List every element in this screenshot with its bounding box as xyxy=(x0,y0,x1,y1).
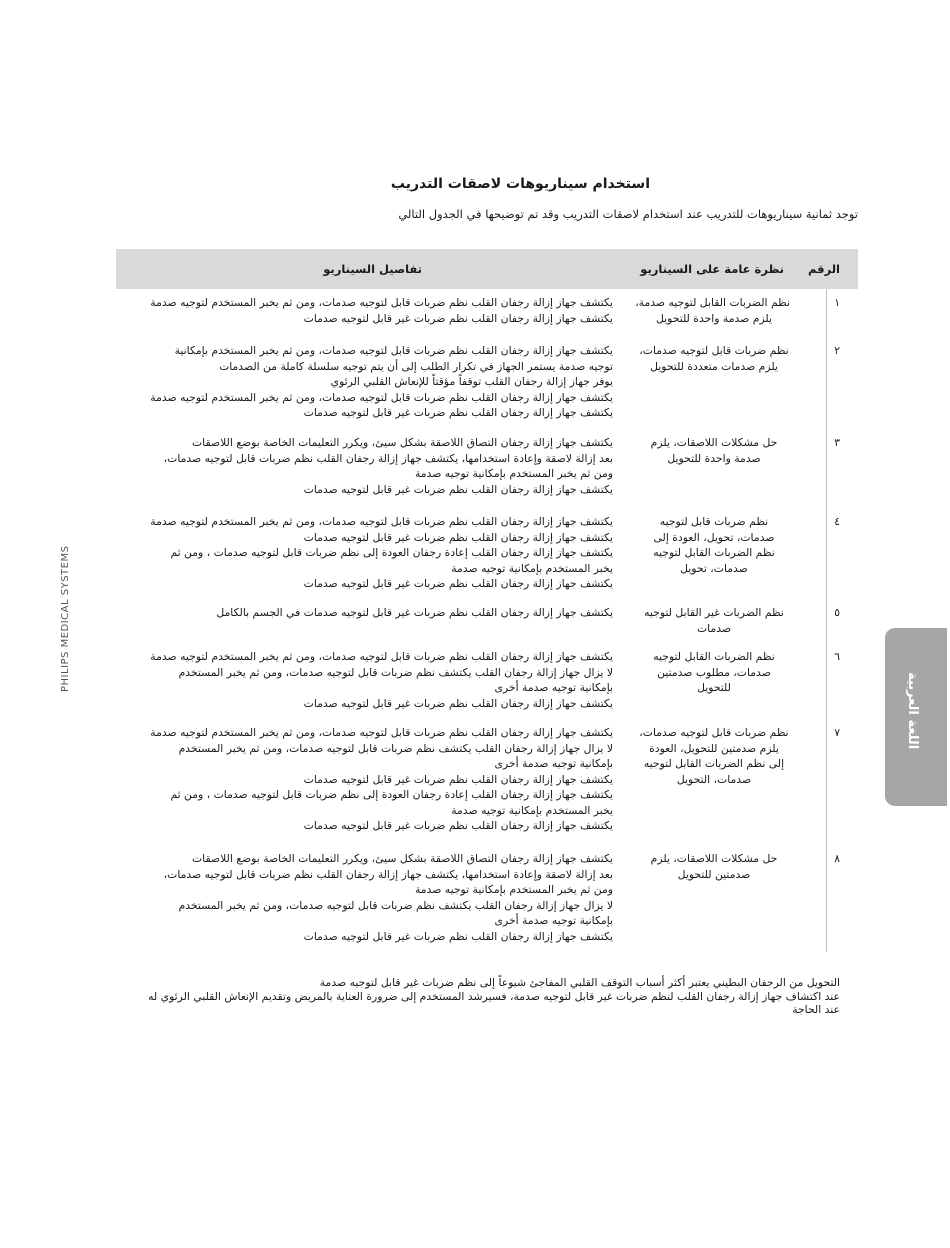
detail-line: يكتشف جهاز إزالة رجفان التصاق اللاصقة بشكل سيئ، ويكرر التعليمات الخاصة بوضع اللاصقات xyxy=(192,852,613,865)
row-number: ٤ xyxy=(834,515,840,528)
overview-line: صدمتين للتحويل xyxy=(677,867,751,881)
row-number: ٣ xyxy=(834,436,840,449)
detail-line: بإمكانية توجيه صدمة أخرى xyxy=(494,914,613,927)
row-overview xyxy=(638,649,790,696)
overview-line: حل مشكلات اللاصقات، يلزم xyxy=(650,436,778,449)
detail-line: يكتشف جهاز إزالة رجفان القلب نظم ضربات غير قابل لتوجيه صدمات xyxy=(303,929,613,943)
row-details xyxy=(113,605,613,621)
detail-line: يكتشف جهاز إزالة رجفان القلب نظم ضربات قابل لتوجيه صدمات، ومن ثم يخبر المستخدم لتوجيه صدمة xyxy=(150,726,613,739)
detail-line: يكتشف جهاز إزالة رجفان القلب نظم ضربات قابل لتوجيه صدمات، ومن ثم يخبر المستخدم لتوجيه صدمة xyxy=(150,296,613,309)
footnotes xyxy=(120,976,840,1017)
row-details xyxy=(113,851,613,944)
row-overview xyxy=(635,295,790,326)
detail-line: يكتشف جهاز إزالة رجفان القلب نظم ضربات غير قابل لتوجيه صدمات xyxy=(303,406,613,419)
row-overview xyxy=(638,514,790,576)
detail-line: بعد إزالة لاصقة وإعادة استخدامها، يكتشف جهاز إزالة رجفان القلب نظم ضربات قابل لتوجيه صدمات، xyxy=(163,867,613,881)
overview-line: نظم ضربات قابل لتوجيه صدمات، xyxy=(639,726,789,739)
header-number: الرقم xyxy=(808,262,840,276)
detail-line: يكتشف جهاز إزالة رجفان القلب إعادة رجفان العودة إلى نظم ضربات قابل لتوجيه صدمات ، ومن ثم xyxy=(170,546,613,559)
row-number: ٦ xyxy=(834,650,840,663)
row-number: ٥ xyxy=(834,606,840,619)
table-header xyxy=(116,249,858,289)
overview-line: نظم ضربات قابل لتوجيه صدمات، xyxy=(639,344,789,357)
row-overview xyxy=(638,435,790,466)
detail-line: يخبر المستخدم بإمكانية توجيه صدمة xyxy=(451,803,613,817)
row-details xyxy=(113,514,613,592)
overview-line: نظم الضربات القابل لتوجيه صدمة، xyxy=(635,296,790,309)
detail-line: يكتشف جهاز إزالة رجفان القلب نظم ضربات غير قابل لتوجيه صدمات في الجسم بالكامل xyxy=(216,606,613,619)
detail-line: لا يزال جهاز إزالة رجفان القلب يكتشف نظم ضربات قابل لتوجيه صدمات، ومن ثم يخبر المستخدم xyxy=(178,665,613,679)
row-details xyxy=(113,435,613,497)
overview-line: للتحويل xyxy=(697,681,731,694)
detail-line: يكتشف جهاز إزالة رجفان القلب نظم ضربات قابل لتوجيه صدمات، ومن ثم يخبر المستخدم لتوجيه صدمة xyxy=(150,650,613,663)
row-overview xyxy=(638,725,790,787)
row-number: ٢ xyxy=(834,344,840,357)
page-title: استخدام سيناريوهات لاصقات التدريب xyxy=(390,176,650,192)
row-number: ٨ xyxy=(834,852,840,865)
detail-line: يخبر المستخدم بإمكانية توجيه صدمة xyxy=(451,561,613,575)
detail-line: توجيه صدمة يستمر الجهاز في تكرار الطلب إلى أن يتم توجيه سلسلة كاملة من الصدمات xyxy=(219,359,613,373)
footnote-line: التحويل من الرجفان البطيني يعتبر أكثر أسباب التوقف القلبي المفاجئ شيوعاً إلى نظم ضربات غير قابل لتوجيه صدمة xyxy=(319,976,840,989)
overview-line: حل مشكلات اللاصقات، يلزم xyxy=(650,852,778,865)
overview-line: إلى نظم الضربات القابل لتوجيه xyxy=(643,757,785,770)
overview-line: يلزم صدمة واحدة للتحويل xyxy=(656,311,772,325)
row-overview xyxy=(638,605,790,636)
detail-line: ومن ثم يخبر المستخدم بإمكانية توجيه صدمة xyxy=(414,467,613,480)
detail-line: لا يزال جهاز إزالة رجفان القلب يكتشف نظم ضربات قابل لتوجيه صدمات، ومن ثم يخبر المستخدم xyxy=(178,898,613,912)
overview-line: يلزم صدمات متعددة للتحويل xyxy=(650,359,778,373)
detail-line: يكتشف جهاز إزالة رجفان القلب نظم ضربات قابل لتوجيه صدمات، ومن ثم يخبر المستخدم لتوجيه صدمة xyxy=(150,390,613,404)
scenario-table xyxy=(116,249,858,943)
row-number: ٧ xyxy=(834,726,840,739)
footnote-line: عند الحاجة xyxy=(792,1003,840,1016)
row-details xyxy=(113,725,613,834)
detail-line: يكتشف جهاز إزالة رجفان القلب نظم ضربات غير قابل لتوجيه صدمات xyxy=(303,530,613,544)
detail-line: يكتشف جهاز إزالة رجفان القلب نظم ضربات قابل لتوجيه صدمات، ومن ثم يخبر المستخدم لتوجيه صدمة xyxy=(150,515,613,528)
language-tab-label: اللغة العربية xyxy=(905,672,920,750)
overview-line: صدمات، مطلوب صدمتين xyxy=(657,665,771,679)
detail-line: لا يزال جهاز إزالة رجفان القلب يكتشف نظم ضربات قابل لتوجيه صدمات، ومن ثم يخبر المستخدم xyxy=(178,741,613,755)
side-rail-label: PHILIPS MEDICAL SYSTEMS xyxy=(60,545,71,692)
header-overview: نظرة عامة على السيناريو xyxy=(640,262,784,276)
detail-line: يكتشف جهاز إزالة رجفان القلب نظم ضربات قابل لتوجيه صدمات، ومن ثم يخبر المستخدم بإمكانية xyxy=(174,344,613,357)
detail-line: بإمكانية توجيه صدمة أخرى xyxy=(494,757,613,770)
row-number: ١ xyxy=(834,296,840,309)
overview-line: صدمة واحدة للتحويل xyxy=(667,451,761,465)
row-overview xyxy=(638,343,790,374)
detail-line: بعد إزالة لاصقة وإعادة استخدامها، يكتشف جهاز إزالة رجفان القلب نظم ضربات قابل لتوجيه صدمات، xyxy=(163,451,613,465)
detail-line: يكتشف جهاز إزالة رجفان القلب نظم ضربات غير قابل لتوجيه صدمات xyxy=(303,819,613,832)
detail-line: يوفر جهاز إزالة رجفان القلب توقفاً مؤقتاً للإنعاش القلبي الرئوي xyxy=(330,375,613,388)
row-details xyxy=(113,295,613,326)
overview-line: صدمات، التحويل xyxy=(676,772,752,786)
intro-text: توجد ثمانية سيناريوهات للتدريب عند استخدام لاصقات التدريب وقد تم توضيحها في الجدول التالي xyxy=(398,207,858,221)
overview-line: صدمات، تحويل، العودة إلى xyxy=(653,530,775,544)
row-overview xyxy=(638,851,790,882)
footnote-line: عند اكتشاف جهاز إزالة رجفان القلب لنظم ضربات غير قابل لتوجيه صدمة، فسيرشد المستخدم إلى ضرورة العناية بالمريض وتقديم الإنعاش القلبي الرئوي له xyxy=(148,989,840,1003)
overview-line: نظم الضربات القابل لتوجيه xyxy=(653,546,775,559)
detail-line: يكتشف جهاز إزالة رجفان القلب نظم ضربات غير قابل لتوجيه صدمات xyxy=(303,482,613,496)
detail-line: يكتشف جهاز إزالة رجفان القلب نظم ضربات غير قابل لتوجيه صدمات xyxy=(303,696,613,710)
overview-line: نظم الضربات غير القابل لتوجيه xyxy=(644,606,784,619)
overview-line: نظم ضربات قابل لتوجيه xyxy=(659,515,769,528)
language-tab[interactable] xyxy=(885,628,947,806)
detail-line: بإمكانية توجيه صدمة أخرى xyxy=(494,681,613,694)
overview-line: نظم الضربات القابل لتوجيه xyxy=(653,650,775,663)
detail-line: يكتشف جهاز إزالة رجفان القلب إعادة رجفان العودة إلى نظم ضربات قابل لتوجيه صدمات ، ومن ثم xyxy=(170,788,613,801)
overview-line: يلزم صدمتين للتحويل، العودة xyxy=(649,741,779,755)
detail-line: يكتشف جهاز إزالة رجفان القلب نظم ضربات غير قابل لتوجيه صدمات xyxy=(303,577,613,590)
row-details xyxy=(113,343,613,421)
overview-line: صدمات، تحويل xyxy=(680,561,748,575)
row-details xyxy=(113,649,613,711)
header-details: تفاصيل السيناريو xyxy=(323,262,422,276)
detail-line: ومن ثم يخبر المستخدم بإمكانية توجيه صدمة xyxy=(414,883,613,896)
detail-line: يكتشف جهاز إزالة رجفان القلب نظم ضربات غير قابل لتوجيه صدمات xyxy=(303,311,613,325)
overview-line: صدمات xyxy=(696,621,732,635)
detail-line: يكتشف جهاز إزالة رجفان التصاق اللاصقة بشكل سيئ، ويكرر التعليمات الخاصة بوضع اللاصقات xyxy=(192,436,613,449)
detail-line: يكتشف جهاز إزالة رجفان القلب نظم ضربات غير قابل لتوجيه صدمات xyxy=(303,772,613,786)
